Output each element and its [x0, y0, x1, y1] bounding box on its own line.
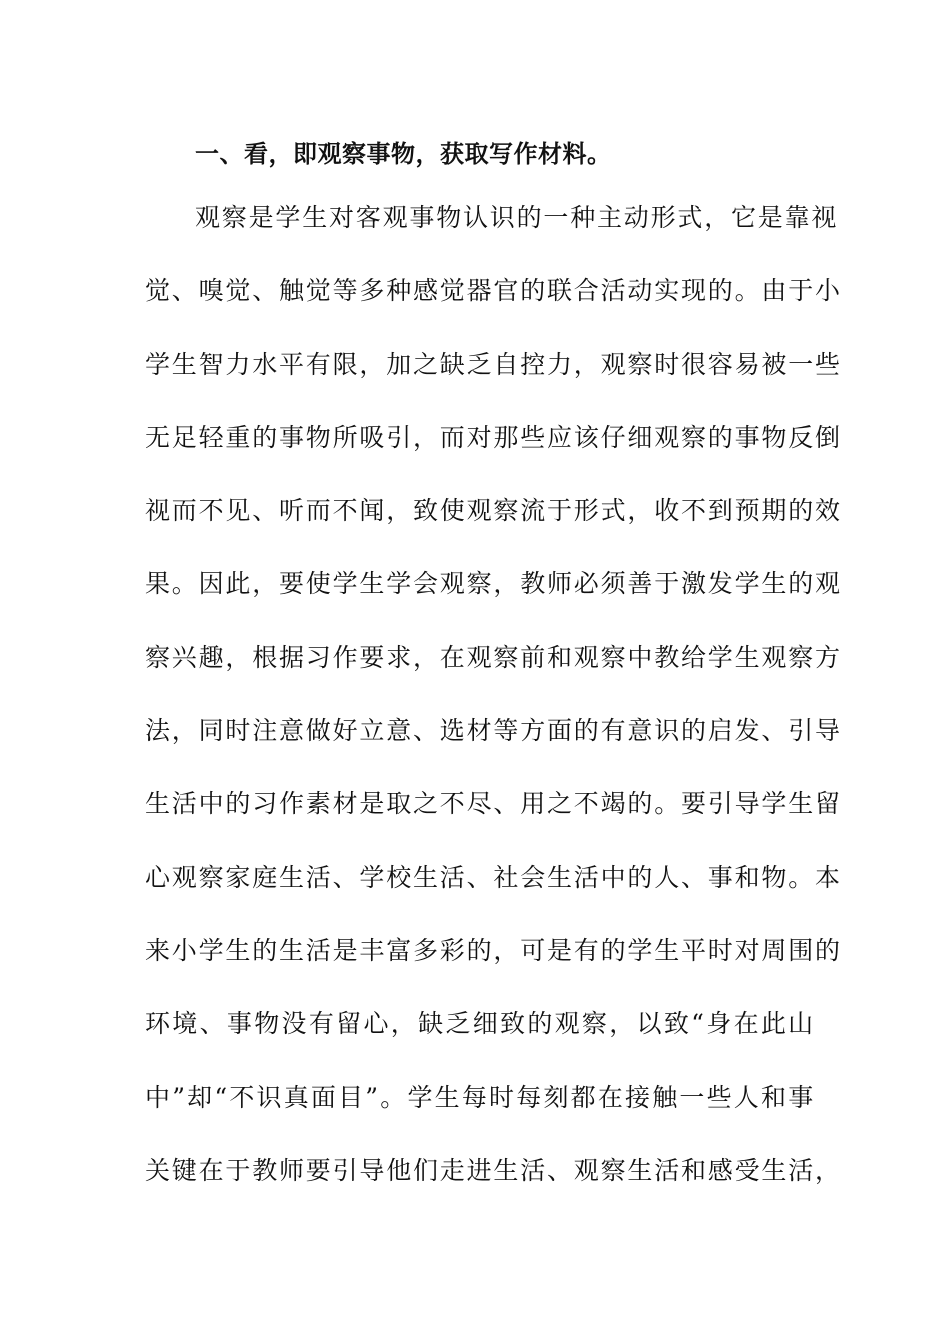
text-line: 生活中的习作素材是取之不尽、用之不竭的。要引导学生留 [145, 789, 842, 819]
text-line: 关键在于教师要引导他们走进生活、观察生活和感受生活， [145, 1155, 842, 1185]
text-line: 学生智力水平有限，加之缺乏自控力，观察时很容易被一些 [145, 349, 842, 379]
text-line: 果。因此，要使学生学会观察，教师必须善于激发学生的观 [145, 569, 842, 599]
text-line: 心观察家庭生活、学校生活、社会生活中的人、事和物。本 [145, 862, 842, 892]
text-line: 环境、事物没有留心，缺乏细致的观察，以致“身在此山 [145, 1009, 815, 1039]
text-line: 无足轻重的事物所吸引，而对那些应该仔细观察的事物反倒 [145, 422, 842, 452]
text-line: 觉、嗅觉、触觉等多种感觉器官的联合活动实现的。由于小 [145, 276, 842, 306]
text-line: 法，同时注意做好立意、选材等方面的有意识的启发、引导 [145, 716, 842, 746]
section-heading: 一、看，即观察事物，获取写作材料。 [195, 140, 612, 168]
text-line: 视而不见、听而不闻，致使观察流于形式，收不到预期的效 [145, 496, 842, 526]
text-line: 观察是学生对客观事物认识的一种主动形式，它是靠视 [195, 203, 839, 232]
text-line: 察兴趣，根据习作要求，在观察前和观察中教给学生观察方 [145, 642, 842, 672]
text-line: 中”却“不识真面目”。学生每时每刻都在接触一些人和事 [145, 1082, 815, 1112]
body-text [145, 196, 842, 1222]
text-line: 来小学生的生活是丰富多彩的，可是有的学生平时对周围的 [145, 935, 842, 965]
